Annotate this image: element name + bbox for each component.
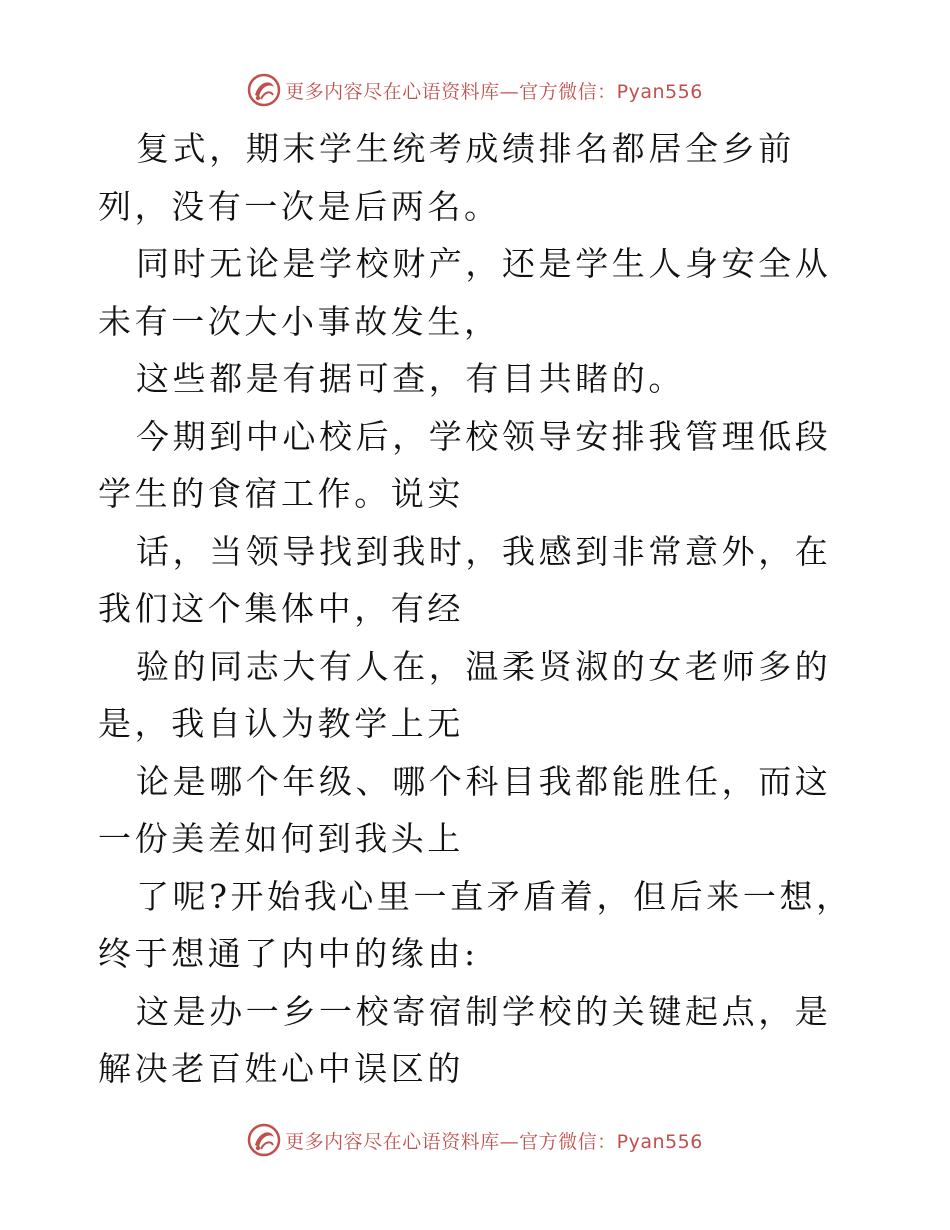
footer-wechat-id: Pyan556	[616, 1130, 703, 1153]
swirl-logo-icon	[247, 1123, 281, 1157]
paragraph: 论是哪个年级、哪个科目我都能胜任，而这一份美差如何到我头上	[98, 761, 832, 858]
paragraph: 今期到中心校后，学校领导安排我管理低段学生的食宿工作。说实	[98, 416, 832, 513]
footer-banner-label: 更多内容尽在心语资料库—官方微信：	[285, 1130, 617, 1153]
header-banner	[0, 70, 950, 110]
header-banner-text	[285, 77, 703, 104]
swirl-logo-icon	[247, 73, 281, 107]
header-wechat-id: Pyan556	[616, 80, 703, 103]
paragraph: 这些都是有据可查，有目共睹的。	[136, 359, 685, 398]
footer-banner	[0, 1120, 950, 1160]
paragraph: 同时无论是学校财产，还是学生人身安全从未有一次大小事故发生，	[98, 244, 832, 341]
paragraph: 这是办一乡一校寄宿制学校的关键起点，是解决老百姓心中误区的	[98, 991, 832, 1088]
paragraph: 验的同志大有人在，温柔贤淑的女老师多的是，我自认为教学上无	[98, 646, 832, 743]
paragraph: 复式，期末学生统考成绩排名都居全乡前列，没有一次是后两名。	[98, 129, 795, 226]
footer-banner-text	[285, 1127, 703, 1154]
header-banner-label: 更多内容尽在心语资料库—官方微信：	[285, 80, 617, 103]
paragraph: 了呢?开始我心里一直矛盾着，但后来一想，终于想通了内中的缘由:	[98, 876, 853, 973]
document-body	[98, 120, 858, 1098]
paragraph: 话，当领导找到我时，我感到非常意外，在我们这个集体中，有经	[98, 531, 832, 628]
